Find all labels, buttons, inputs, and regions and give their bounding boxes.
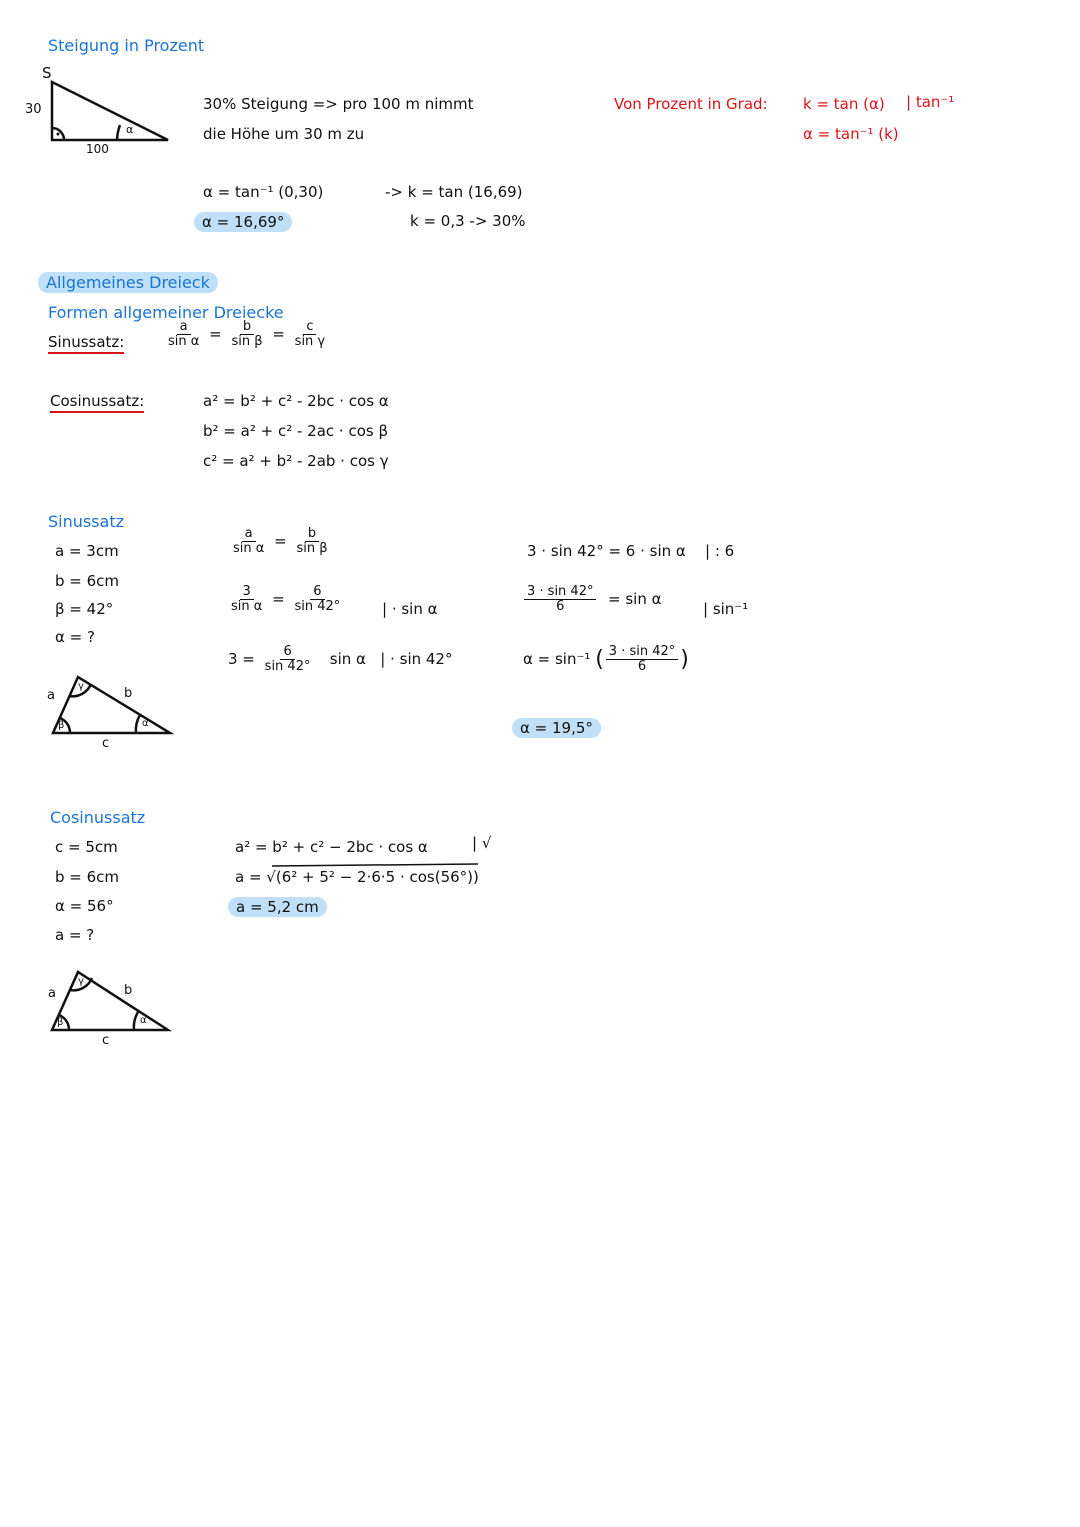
slope-desc-2: die Höhe um 30 m zu xyxy=(203,125,365,143)
cosine-law-label: Cosinussatz: xyxy=(50,392,144,413)
label-vertex-s: S xyxy=(42,64,52,82)
section-title-cosine-example: Cosinussatz xyxy=(50,808,146,827)
tri-label-gamma: γ xyxy=(78,976,84,987)
general-triangle-1 xyxy=(53,677,170,733)
sine-step-1: $\frac{a}{\text{sin α}}$ = $\frac{b}{\text{sin β}}$ xyxy=(233,526,328,556)
given: a = 3cm xyxy=(55,542,119,560)
given: β = 42° xyxy=(55,600,114,618)
general-triangle-2 xyxy=(52,972,168,1030)
sine-law-formula: $\frac{a}{\text{sin α}}$ = $\frac{b}{\text{sin β}}$ = $\frac{c}{\text{sin γ}}$ xyxy=(168,319,326,349)
section-title-sine-example: Sinussatz xyxy=(48,512,125,531)
sine-step-2-op: | · sin α xyxy=(382,600,438,618)
sine-step-4-op: | : 6 xyxy=(705,542,735,560)
cosine-step-2: a = √(6² + 5² − 2·6·5 · cos(56°)) xyxy=(235,868,479,886)
cosine-formula-a: a² = b² + c² - 2bc · cos α xyxy=(203,392,389,410)
cosine-step-1: a² = b² + c² − 2bc · cos α xyxy=(235,838,428,856)
sine-law-label: Sinussatz: xyxy=(48,333,124,354)
sqrt-bar xyxy=(272,864,478,866)
given: α = 56° xyxy=(55,897,114,915)
cosine-formula-b: b² = a² + c² - 2ac · cos β xyxy=(203,422,389,440)
tri-label-a: a xyxy=(48,986,56,1001)
tri-label-gamma: γ xyxy=(78,681,84,692)
section-title-slope: Steigung in Prozent xyxy=(48,36,205,55)
sine-step-5: $\frac{3 \cdot \sin 42^\circ}{6}$ = sin α xyxy=(522,585,662,614)
cosine-step-1-op: | √ xyxy=(472,834,492,852)
tri-label-c: c xyxy=(102,736,110,751)
sine-step-6: α = sin⁻¹ ( $\frac{3 \cdot \sin 42^\circ}{6}$ ) xyxy=(523,644,689,674)
given: b = 6cm xyxy=(55,572,120,590)
tri-label-b: b xyxy=(124,983,133,998)
tri-label-alpha: α xyxy=(142,718,149,729)
label-angle: α xyxy=(126,123,134,136)
sine-result: α = 19,5° xyxy=(512,718,601,738)
tri-label-beta: β xyxy=(58,720,65,731)
tri-label-beta: β xyxy=(57,1017,64,1028)
sine-step-3: 3 = $\frac{6}{\sin 42^\circ}$ sin α | · sin 42° xyxy=(228,644,453,674)
tri-label-a: a xyxy=(47,688,55,703)
sine-step-2: $\frac{3}{\text{sin α}}$ = $\frac{6}{\sin 42^\circ}$ xyxy=(231,584,341,614)
sine-step-5-op: | sin⁻¹ xyxy=(703,600,749,618)
given: α = ? xyxy=(55,628,95,646)
slope-desc-1: 30% Steigung => pro 100 m nimmt xyxy=(203,95,474,113)
given: a = ? xyxy=(55,926,95,944)
section-title-general: Allgemeines Dreieck xyxy=(38,272,218,293)
slope-calc-2: -> k = tan (16,69) xyxy=(385,183,523,201)
conversion-title: Von Prozent in Grad: xyxy=(614,95,768,113)
conversion-line-2: α = tan⁻¹ (k) xyxy=(803,125,899,143)
sine-step-4: 3 · sin 42° = 6 · sin α xyxy=(527,542,686,560)
tri-label-c: c xyxy=(102,1033,110,1048)
tri-label-b: b xyxy=(124,686,133,701)
subtitle-forms: Formen allgemeiner Dreiecke xyxy=(48,303,284,322)
conversion-op: | tan⁻¹ xyxy=(906,93,955,111)
label-height: 30 xyxy=(25,102,42,117)
slope-result: α = 16,69° xyxy=(194,212,292,232)
right-triangle xyxy=(52,82,168,140)
slope-calc-1: α = tan⁻¹ (0,30) xyxy=(203,183,324,201)
tri-label-alpha: α xyxy=(140,1015,147,1026)
label-base: 100 xyxy=(86,142,109,156)
given: b = 6cm xyxy=(55,868,120,886)
cosine-formula-c: c² = a² + b² - 2ab · cos γ xyxy=(203,452,389,470)
given: c = 5cm xyxy=(55,838,118,856)
cosine-result: a = 5,2 cm xyxy=(228,897,327,917)
slope-calc-3: k = 0,3 -> 30% xyxy=(410,212,526,230)
conversion-line-1: k = tan (α) xyxy=(803,95,885,113)
